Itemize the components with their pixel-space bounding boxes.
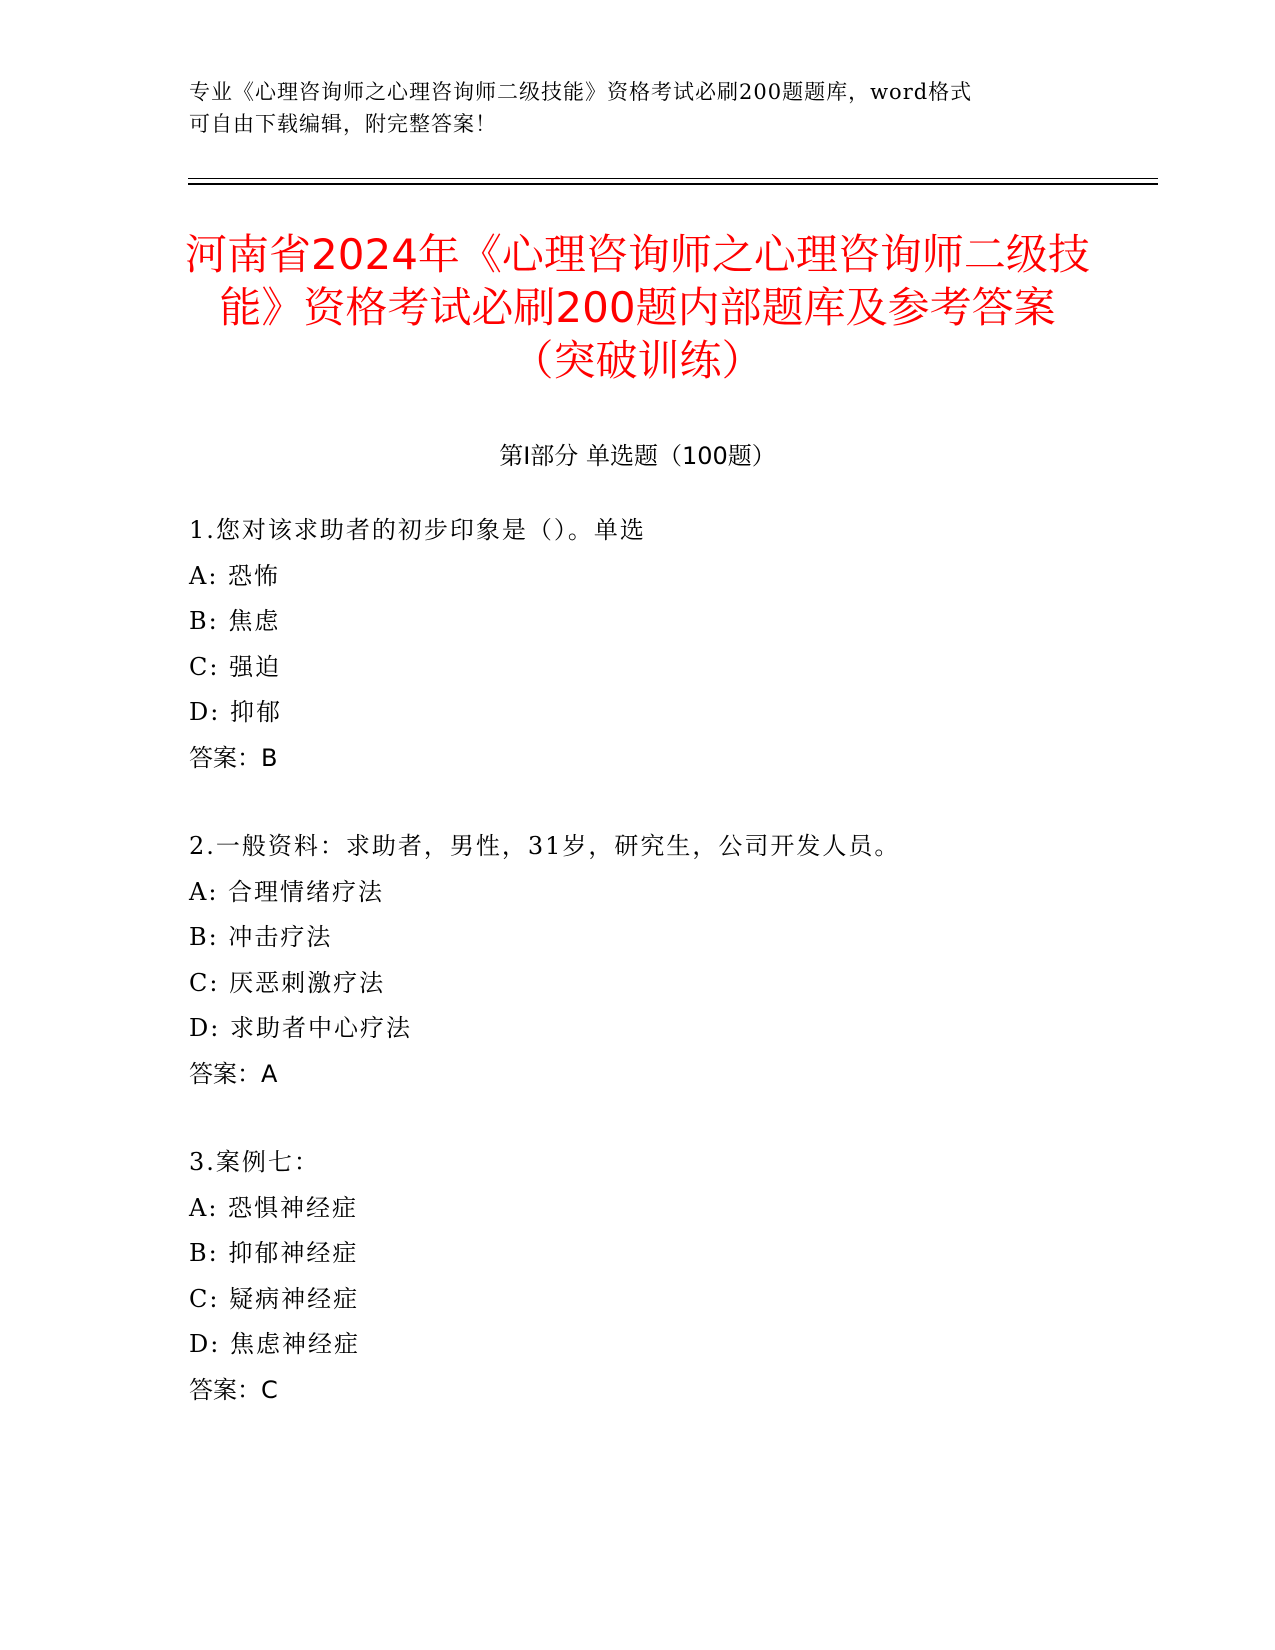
option-a: A: 合理情绪疗法 [189,877,385,906]
option-b: B: 冲击疗法 [189,923,333,951]
question-stem: 1.您对该求助者的初步印象是（）。单选 [189,516,646,544]
question-stem: 2.一般资料：求助者，男性，31岁，研究生，公司开发人员。 [189,832,901,860]
option-b: B: 抑郁神经症 [189,1239,359,1267]
question-2 [189,824,1139,1097]
header-divider-thin [188,178,1158,179]
question-1 [189,508,1139,781]
document-title: 河南省2024年《心理咨询师之心理咨询师二级技能》资格考试必刷200题内部题库及参考答案（突破训练） [185,230,1090,385]
option-c: C: 强迫 [189,652,282,681]
option-d: D: 求助者中心疗法 [189,1014,412,1042]
question-3 [189,1140,1139,1413]
answer: 答案：B [189,743,278,772]
answer: 答案：C [189,1375,278,1404]
option-c: C: 疑病神经症 [189,1284,360,1313]
question-stem: 3.案例七： [189,1148,320,1176]
header-divider-thick [188,183,1158,185]
header-note: 专业《心理咨询师之心理咨询师二级技能》资格考试必刷200题题库，word格式 可自由下载编辑，附完整答案！ [189,80,973,136]
option-d: D: 抑郁 [189,698,282,726]
option-d: D: 焦虑神经症 [189,1330,360,1358]
option-b: B: 焦虑 [189,607,281,635]
option-a: A: 恐怖 [189,561,281,590]
option-a: A: 恐惧神经症 [189,1193,359,1222]
answer: 答案：A [189,1059,278,1088]
section-heading: 第I部分 单选题（100题） [499,442,776,470]
option-c: C: 厌恶刺激疗法 [189,968,386,997]
